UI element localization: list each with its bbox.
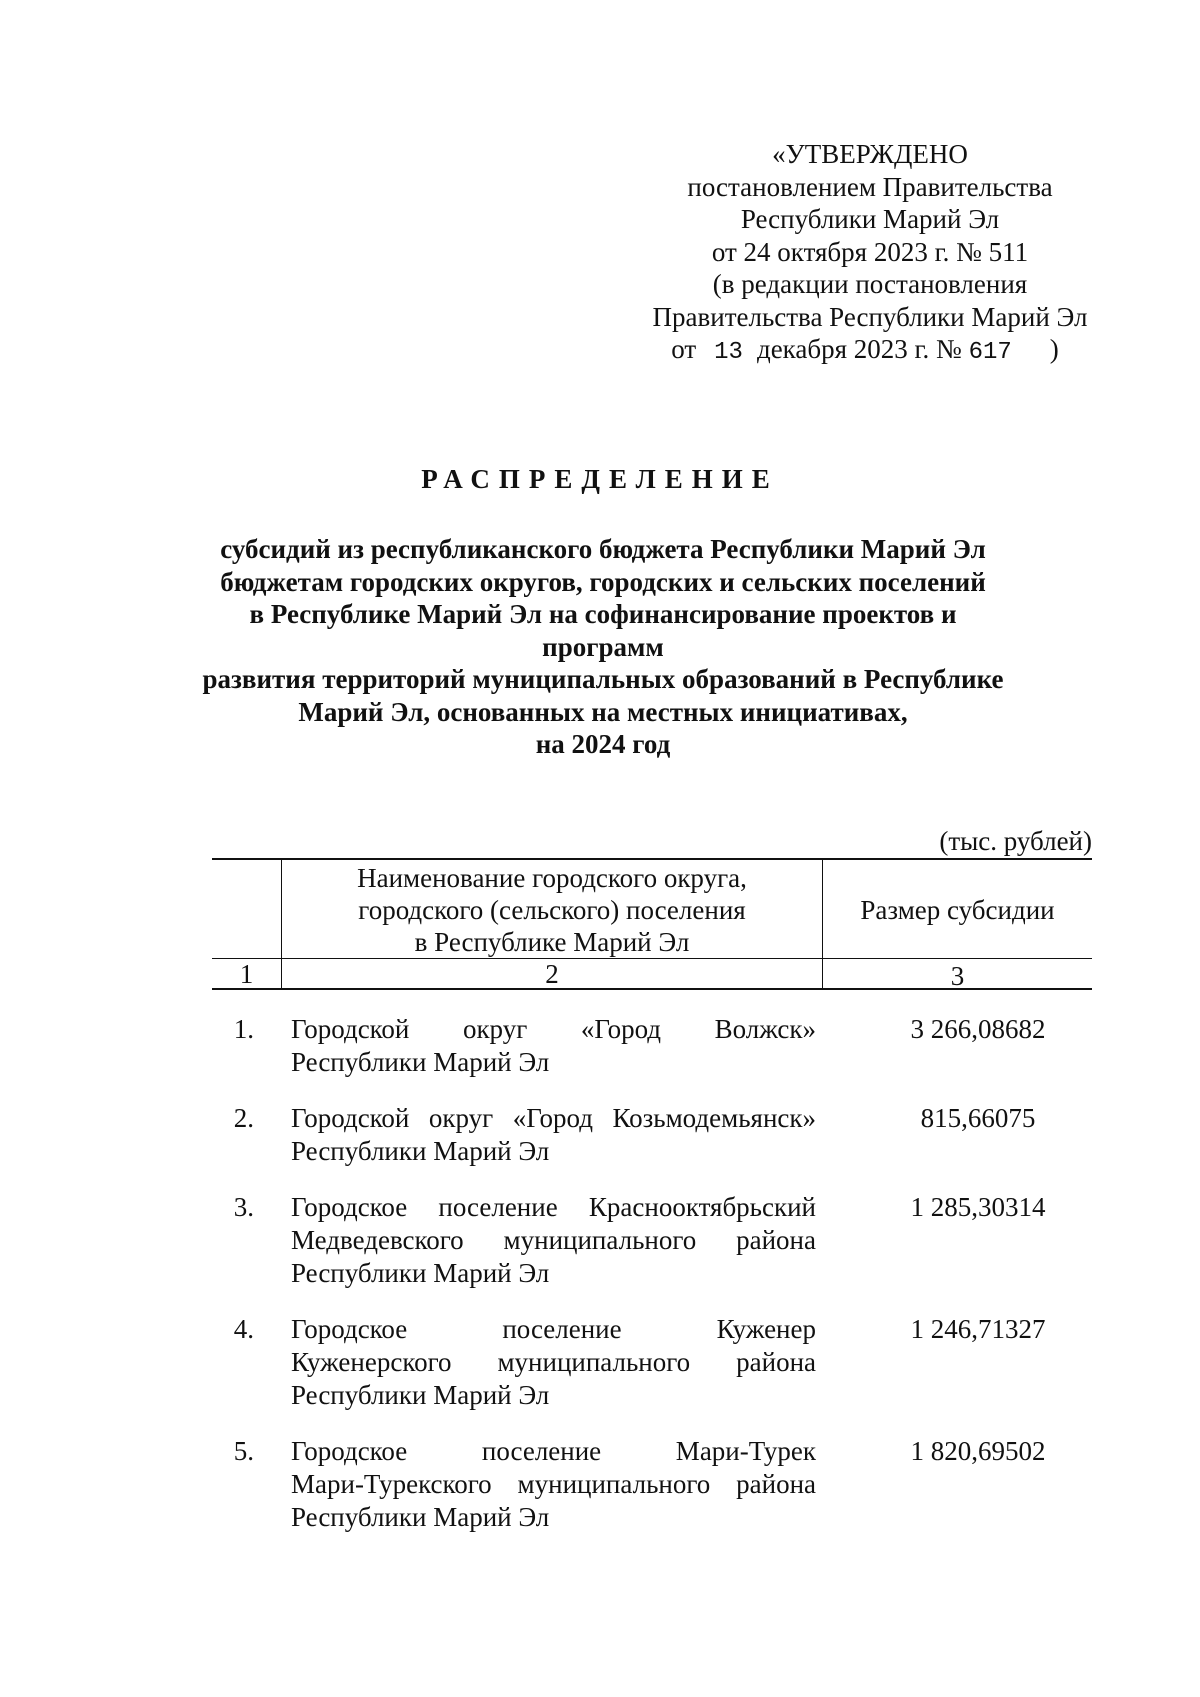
approval-line: от 24 октября 2023 г. № 511 (711, 236, 1029, 267)
subtitle-line: бюджетам городских округов, городских и сельских поселений (220, 566, 986, 597)
row-name (291, 1013, 816, 1079)
table-top-border (212, 858, 1092, 860)
row-name-line: Куженерского муниципального района (291, 1347, 816, 1377)
row-name-line: Медведевского муниципального района (291, 1225, 816, 1255)
approval-line: Республики Марий Эл (740, 204, 1000, 234)
row-name (291, 1313, 816, 1412)
row-name-line: Мари-Турекского муниципального района (291, 1469, 816, 1499)
row-name-line: Республики Марий Эл (291, 1047, 550, 1077)
approval-block (640, 138, 1100, 370)
header-col2 (282, 862, 822, 958)
header-col3: Размер субсидии (860, 895, 1055, 925)
table-row (212, 1102, 1092, 1168)
subtitle-line: развития территорий муниципальных образований в Республике (202, 664, 1004, 694)
table-row (212, 1435, 1092, 1534)
row-name (291, 1102, 816, 1168)
row-number: 5. (233, 1436, 254, 1466)
amendment-suffix: ) (1049, 334, 1059, 364)
amendment-day: 13 (714, 339, 743, 366)
units-label: (тыс. рублей) (939, 826, 1092, 856)
row-name-line: Городской округ «Город Волжск» (291, 1014, 816, 1044)
subtitle-line: Марий Эл, основанных на местных инициативах, (298, 696, 908, 727)
row-number: 3. (233, 1192, 254, 1222)
column-number-2: 2 (545, 959, 559, 989)
document-title: РАСПРЕДЕЛЕНИЕ (421, 464, 779, 494)
header-col2-line: в Республике Марий Эл (414, 927, 690, 957)
row-number: 1. (233, 1014, 254, 1044)
row-amount: 3 266,08682 (910, 1014, 1046, 1044)
row-name-line: Городское поселение Куженер (291, 1314, 816, 1344)
row-number: 4. (233, 1314, 254, 1344)
amendment-prefix: от (671, 334, 697, 364)
table-row (212, 1013, 1092, 1079)
row-amount: 815,66075 (920, 1103, 1036, 1133)
column-number-1: 1 (239, 959, 254, 989)
row-name-line: Городское поселение Мари-Турек (291, 1436, 816, 1466)
approval-line: постановлением Правительства (687, 171, 1053, 202)
subtitle-line: в Республике Марий Эл на софинансирование проектов и программ (249, 599, 957, 662)
subtitle-line: на 2024 год (535, 729, 671, 759)
row-number: 2. (233, 1103, 254, 1133)
header-col2-line: городского (сельского) поселения (358, 895, 746, 925)
header-col2-line: Наименование городского округа, (357, 863, 747, 893)
row-amount: 1 246,71327 (910, 1314, 1046, 1344)
approval-line: «УТВЕРЖДЕНО (772, 139, 968, 169)
row-name (291, 1435, 816, 1534)
approval-line: Правительства Республики Марий Эл (652, 301, 1088, 332)
table-header (212, 858, 1092, 990)
amendment-middle: декабря 2023 г. № (756, 334, 962, 364)
table-body (212, 1013, 1092, 1534)
table-row (212, 1313, 1092, 1412)
row-name-line: Городское поселение Краснооктябрьский (291, 1192, 816, 1222)
approval-line: (в редакции постановления (712, 269, 1028, 299)
row-name-line: Республики Марий Эл (291, 1258, 550, 1288)
row-amount: 1 285,30314 (910, 1192, 1046, 1222)
row-name-line: Республики Марий Эл (291, 1136, 550, 1166)
document-subtitle (200, 533, 1006, 761)
table-row (212, 1191, 1092, 1290)
row-name-line: Городской округ «Город Козьмодемьянск» (291, 1103, 816, 1133)
amendment-number: 617 (968, 339, 1012, 366)
row-name-line: Республики Марий Эл (291, 1380, 550, 1410)
column-number-3: 3 (950, 961, 965, 991)
row-amount: 1 820,69502 (910, 1436, 1046, 1466)
row-name-line: Республики Марий Эл (291, 1502, 550, 1532)
approval-amendment-line (640, 333, 1100, 370)
row-name (291, 1191, 816, 1290)
subtitle-line: субсидий из республиканского бюджета Республики Марий Эл (220, 534, 986, 564)
